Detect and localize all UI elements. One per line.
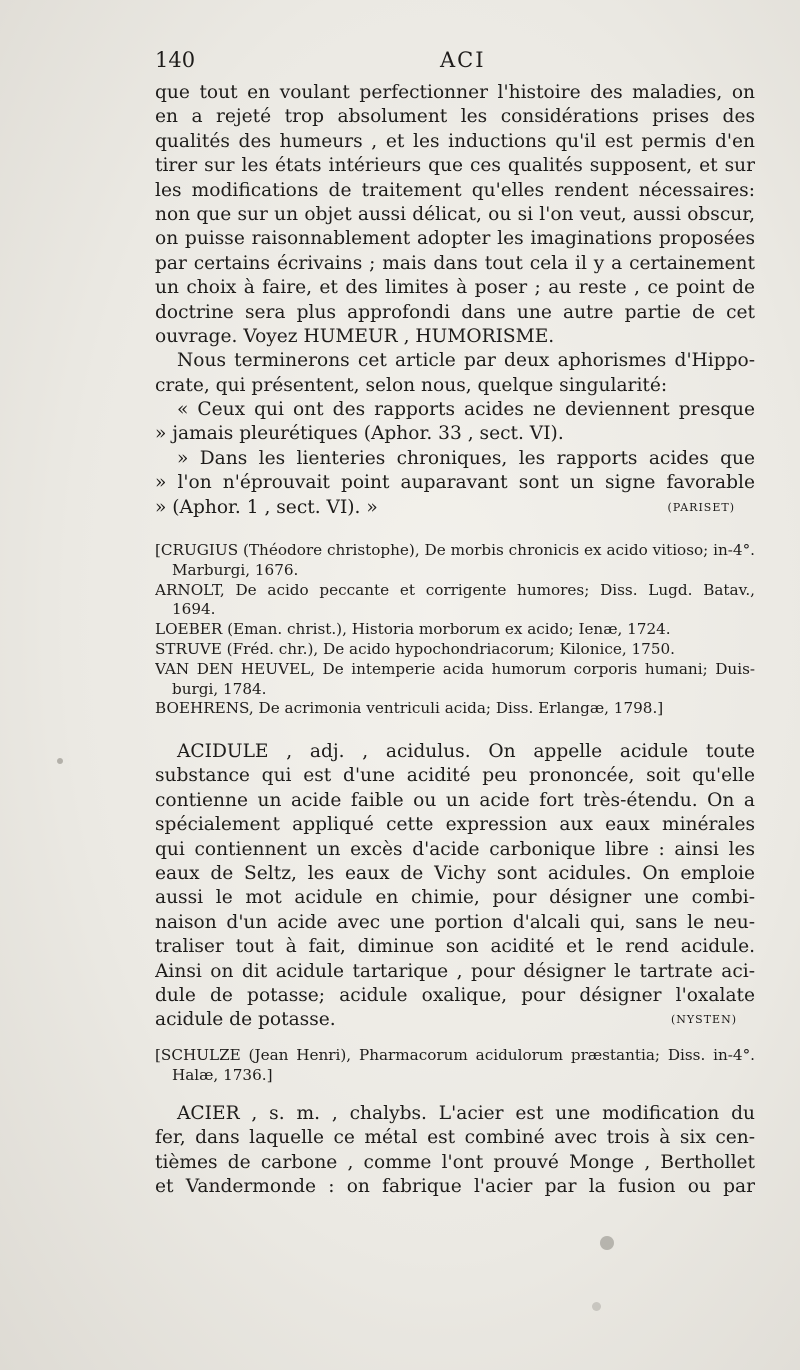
text-line: dule de potasse; acidule oxalique, pour désigner l'oxalate — [155, 984, 755, 1006]
text-line-content: acidule de potasse. — [155, 1009, 336, 1031]
paper-stain — [592, 1302, 601, 1311]
bibliography-entry: STRUVE (Fréd. chr.), De acido hypochondriacorum; Kilonice, 1750. — [155, 639, 675, 658]
text-line: ACIER , s. m. , chalybs. L'acier est une modification du — [177, 1103, 755, 1124]
text-line: crate, qui présentent, selon nous, quelque singularité: — [155, 374, 668, 396]
text-line: tirer sur les états intérieurs que ces qualités supposent, et sur — [155, 155, 755, 177]
text-line: ouvrage. Voyez HUMEUR , HUMORISME. — [155, 325, 555, 347]
bibliography-entry: ARNOLT, De acido peccante et corrigente humores; Diss. Lugd. Batav., — [155, 580, 755, 599]
text-line-content: » (Aphor. 1 , sect. VI). » — [155, 496, 378, 518]
text-line: en a rejeté trop absolument les considérations prises des — [155, 106, 755, 128]
text-line: fer, dans laquelle ce métal est combiné avec trois à six cen- — [155, 1127, 755, 1149]
text-line: » Dans les lienteries chroniques, les rapports acides que — [177, 447, 755, 469]
text-line: naison d'un acide avec une portion d'alcali qui, sans le neu- — [155, 911, 755, 933]
bibliography — [155, 541, 755, 719]
text-line — [155, 496, 755, 520]
bibliography-entry: [CRUGIUS (Théodore christophe), De morbis chronicis ex acido vitioso; in-4°. — [155, 541, 755, 559]
paper-stain — [57, 758, 63, 764]
text-line: qui contiennent un excès d'acide carbonique libre : ainsi les — [155, 838, 755, 860]
text-line: traliser tout à fait, diminue son acidité et le rend acidule. — [155, 936, 755, 958]
author-signature: (PARISET) — [667, 500, 735, 514]
paper-stain — [600, 1236, 614, 1250]
text-line: contienne un acide faible ou un acide fort très-étendu. On a — [155, 789, 755, 811]
text-line: ACIDULE , adj. , acidulus. On appelle acidule toute — [177, 741, 755, 762]
text-line: aussi le mot acidule en chimie, pour désigner une combi- — [155, 887, 755, 909]
article-acidule — [155, 740, 755, 1033]
text-line: les modifications de traitement qu'elles rendent nécessaires: — [155, 179, 755, 201]
text-line: tièmes de carbone , comme l'ont prouvé Monge , Berthollet — [155, 1151, 755, 1173]
bibliography-entry: Halæ, 1736.] — [172, 1065, 273, 1084]
text-line: Nous terminerons cet article par deux aphorismes d'Hippo- — [177, 350, 755, 372]
text-line: substance qui est d'une acidité peu prononcée, soit qu'elle — [155, 765, 755, 787]
running-head: ACI — [440, 48, 486, 72]
bibliography-entry: burgi, 1784. — [172, 679, 267, 698]
bibliography-entry: 1694. — [172, 600, 216, 619]
page-number: 140 — [155, 48, 196, 72]
text-line: et Vandermonde : on fabrique l'acier par la fusion ou par — [155, 1176, 755, 1198]
bibliography-entry: [SCHULZE (Jean Henri), Pharmacorum acidulorum præstantia; Diss. in-4°. — [155, 1046, 755, 1064]
text-line: eaux de Seltz, les eaux de Vichy sont acidules. On emploie — [155, 862, 755, 884]
bibliography-entry: VAN DEN HEUVEL, De intemperie acida humorum corporis humani; Duis- — [155, 659, 755, 678]
text-line: qualités des humeurs , et les inductions qu'il est permis d'en — [155, 130, 755, 152]
bibliography-entry: BOEHRENS, De acrimonia ventriculi acida; Diss. Erlangæ, 1798.] — [155, 699, 664, 718]
text-line: que tout en voulant perfectionner l'histoire des maladies, on — [155, 82, 755, 103]
article-acier — [155, 1102, 755, 1200]
article-continuation — [155, 81, 755, 520]
author-signature: (NYSTEN) — [671, 1013, 737, 1027]
text-line — [155, 1008, 755, 1032]
bibliography-entry: Marburgi, 1676. — [172, 560, 299, 579]
text-line: non que sur un objet aussi délicat, ou si l'on veut, aussi obscur, — [155, 203, 755, 225]
running-header — [155, 48, 755, 76]
text-line: » jamais pleurétiques (Aphor. 33 , sect. VI). — [155, 423, 564, 445]
text-line: spécialement appliqué cette expression aux eaux minérales — [155, 814, 755, 836]
bibliography — [155, 1046, 755, 1086]
text-line: « Ceux qui ont des rapports acides ne deviennent presque — [177, 399, 755, 421]
text-line: doctrine sera plus approfondi dans une autre partie de cet — [155, 301, 755, 323]
bibliography-entry: LOEBER (Eman. christ.), Historia morborum ex acido; Ienæ, 1724. — [155, 620, 671, 639]
text-line: par certains écrivains ; mais dans tout cela il y a certainement — [155, 252, 755, 274]
text-line: » l'on n'éprouvait point auparavant sont un signe favorable — [155, 472, 755, 494]
text-line: un choix à faire, et des limites à poser ; au reste , ce point de — [155, 277, 755, 299]
text-line: Ainsi on dit acidule tartarique , pour désigner le tartrate aci- — [155, 960, 755, 982]
text-line: on puisse raisonnablement adopter les imaginations proposées — [155, 228, 755, 250]
